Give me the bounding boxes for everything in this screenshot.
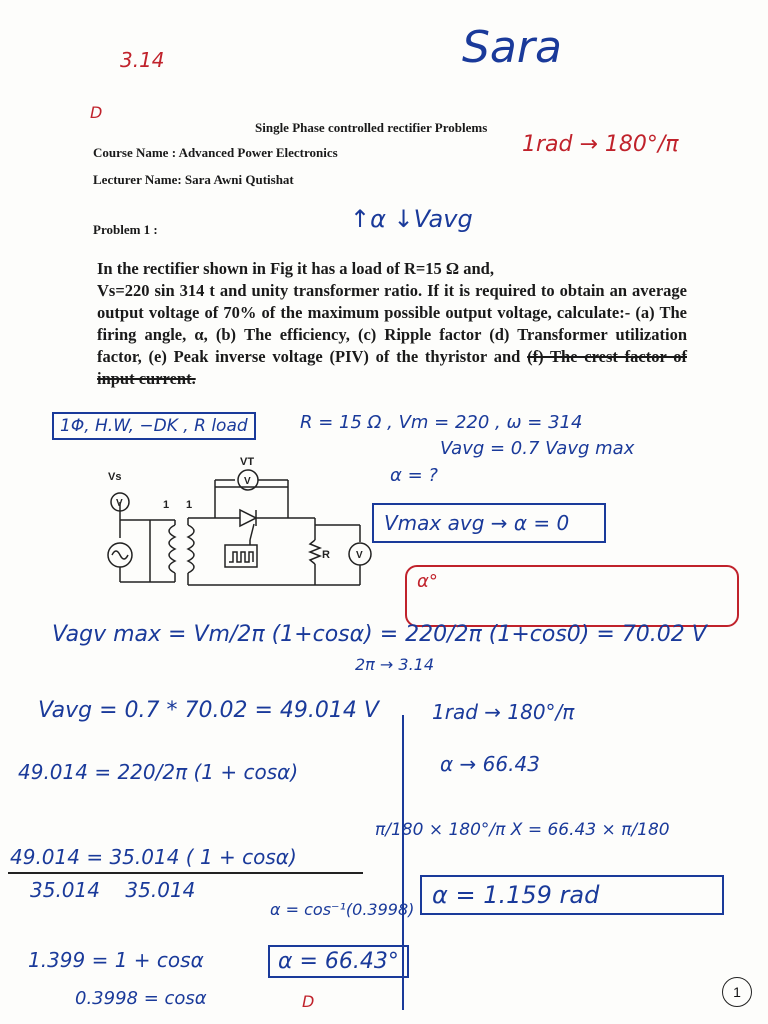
problem-struck-part: (f) The crest factor of input current. <box>97 347 687 388</box>
given-values: R = 15 Ω , Vm = 220 , ω = 314 <box>300 412 583 433</box>
equation-3: 1.399 = 1 + cosα <box>28 948 204 972</box>
meter-v-1: V <box>116 498 123 509</box>
note-pi-value: 3.14 <box>120 48 165 72</box>
problem-body: Vs=220 sin 314 t and unity transformer ratio. If it is required to obtain an average output voltage of 70% of the maximum possible output voltage, calculate:- (a) The firing angle, α, (b) The efficiency, (c) Ripple factor (d) Transformer utilization factor, (e) Peak inverse voltage (PIV) of the thyristor and <box>97 281 687 366</box>
result-rad-box: α = 1.159 rad <box>420 875 724 915</box>
meter-v-3: V <box>356 550 363 561</box>
cross-multiply: π/180 × 180°/π X = 66.43 × π/180 <box>375 820 670 840</box>
two-pi-note: 2π → 3.14 <box>355 655 435 674</box>
rectifier-circuit-diagram <box>100 450 380 600</box>
vavg-calculation: Vavg = 0.7 * 70.02 = 49.014 V <box>38 698 379 723</box>
fraction-line <box>8 872 363 874</box>
part-a-question: α = ? <box>390 465 438 486</box>
note-d: D <box>90 103 103 122</box>
vt-label: VT <box>240 456 255 468</box>
course-name: Course Name : Advanced Power Electronics <box>93 145 338 160</box>
vmax-box: Vmax avg → α = 0 <box>372 503 606 543</box>
given-box: 1Φ, H.W, −DK , R load <box>52 412 256 440</box>
meter-v-2: V <box>244 476 251 487</box>
ratio-right: 1 <box>186 499 193 511</box>
problem-line-1: In the rectifier shown in Fig it has a load of R=15 Ω and, <box>97 259 494 278</box>
vagv-max-equation: Vagv max = Vm/2π (1+cosα) = 220/2π (1+cos0) = 70.02 V <box>52 622 707 647</box>
lecturer-name: Lecturer Name: Sara Awni Qutishat <box>93 172 294 187</box>
alpha-zero-note: α° <box>417 571 438 592</box>
d-label: D <box>302 992 315 1011</box>
equation-1: 49.014 = 220/2π (1 + cosα) <box>18 760 299 784</box>
problem-label: Problem 1 : <box>93 222 158 237</box>
x-map: α → 66.43 <box>440 752 540 776</box>
document-title: Single Phase controlled rectifier Problems <box>255 120 488 135</box>
load-resistor-icon <box>310 540 320 564</box>
note-alpha-trend: ↑α ↓Vavg <box>350 205 473 233</box>
equation-5: α = cos⁻¹(0.3998) <box>270 900 415 919</box>
transformer-primary-icon <box>169 525 175 573</box>
r-label: R <box>322 549 330 561</box>
vavg-relation: Vavg = 0.7 Vavg max <box>440 438 635 459</box>
page-number: 1 <box>722 977 752 1007</box>
problem-line-2 <box>97 280 687 390</box>
thyristor-icon <box>240 510 256 526</box>
signature: Sara <box>462 22 562 73</box>
equation-2-divisor: 35.014 35.014 <box>30 878 196 902</box>
red-note-box <box>405 565 739 627</box>
ratio-left: 1 <box>163 499 170 511</box>
transformer-secondary-icon <box>188 525 194 573</box>
result-deg-box: α = 66.43° <box>268 945 409 978</box>
equation-4: 0.3998 = cosα <box>75 988 207 1009</box>
note-rad-conversion: 1rad → 180°/π <box>522 132 679 157</box>
vs-label: Vs <box>108 471 122 483</box>
equation-2: 49.014 = 35.014 ( 1 + cosα) <box>10 845 297 869</box>
problem-statement <box>97 258 687 390</box>
rad-note: 1rad → 180°/π <box>432 700 575 724</box>
